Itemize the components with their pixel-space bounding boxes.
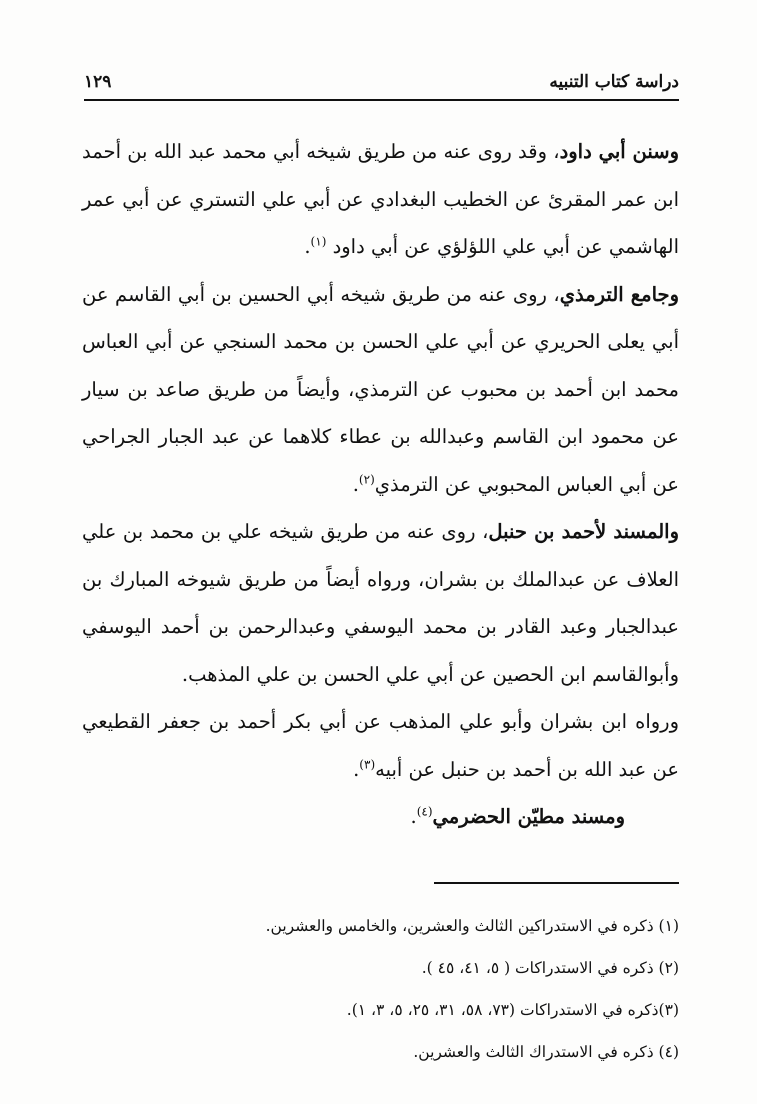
paragraph-end: .: [353, 757, 360, 781]
paragraph-end: .: [410, 805, 417, 828]
page-header: [84, 66, 679, 98]
paragraph-mutayyan: [82, 793, 679, 841]
header-rule: [84, 99, 679, 101]
paragraph-end: .: [304, 235, 311, 258]
page-number: ١٢٩: [84, 72, 112, 92]
paragraph-text: ورواه ابن بشران وأبو علي المذهب عن أبي بكر أحمد بن جعفر القطيعي عن عبد الله بن أحمد بن حنبل عن أبيه: [82, 710, 679, 781]
footnote-ref: (٣): [359, 757, 376, 771]
paragraph-lead: ومسند مطيّن الحضرمي: [432, 805, 625, 828]
paragraph-lead: وسنن أبي داود: [559, 140, 679, 163]
footnote-1: (١) ذكره في الاستدراكين الثالث والعشرين، والخامس والعشرين.: [265, 917, 679, 935]
paragraph-lead: والمسند لأحمد بن حنبل: [488, 520, 679, 543]
footnote-ref: (٢): [358, 472, 375, 486]
footnote-ref: (٤): [416, 804, 433, 819]
paragraph-text: ، روى عنه من طريق شيخه علي بن محمد بن علي العلاف عن عبدالملك بن بشران، ورواه أيضاً من طريق شيوخه المبارك بن عبدالجبار وعبد القادر بن محمد اليوسفي وعبدالرحمن بن أحمد اليوسفي وأبوالقاسم ابن الحصين عن أبي علي الحسن بن علي المذهب.: [82, 520, 679, 686]
paragraph-text: ، وقد روى عنه من طريق شيخه أبي محمد عبد الله بن أحمد ابن عمر المقرئ عن الخطيب البغدادي عن أبي علي التستري عن أبي عمر الهاشمي عن أبي علي اللؤلؤي عن أبي داود: [82, 140, 679, 258]
footnote-2: (٢) ذكره في الاستدراكات ( ٥، ٤١، ٤٥ ).: [421, 959, 679, 977]
paragraph-text: ، روى عنه من طريق شيخه أبي الحسين بن أبي القاسم عن أبي يعلى الحريري عن أبي علي الحسن بن محمد السنجي عن أبي العباس محمد ابن أحمد بن محبوب عن الترمذي، وأيضاً من طريق صاعد بن سيار عن محمود ابن القاسم وعبدالله بن عطاء كلاهما عن عبد الجبار الجراحي عن أبي العباس المحبوبي عن الترمذي: [82, 282, 679, 496]
paragraph-riwaya: [82, 698, 679, 793]
paragraph-abu-dawud: [82, 128, 679, 271]
paragraph-musnad-ahmad: [82, 508, 679, 698]
footnotes: [120, 905, 679, 1073]
paragraph-lead: وجامع الترمذي: [559, 282, 679, 306]
body-text: [82, 128, 679, 841]
paragraph-tirmidhi: [82, 271, 679, 509]
footnote-rule: [434, 882, 679, 884]
footnote-4: (٤) ذكره في الاستدراك الثالث والعشرين.: [413, 1043, 679, 1061]
running-title: دراسة كتاب التنبيه: [549, 72, 679, 92]
footnote-ref: (١): [310, 234, 327, 249]
footnote-3: (٣)ذكره في الاستدراكات (٧٣، ٥٨، ٣١، ٢٥، ٥، ٣، ١).: [346, 1001, 679, 1019]
paragraph-end: .: [352, 472, 359, 496]
